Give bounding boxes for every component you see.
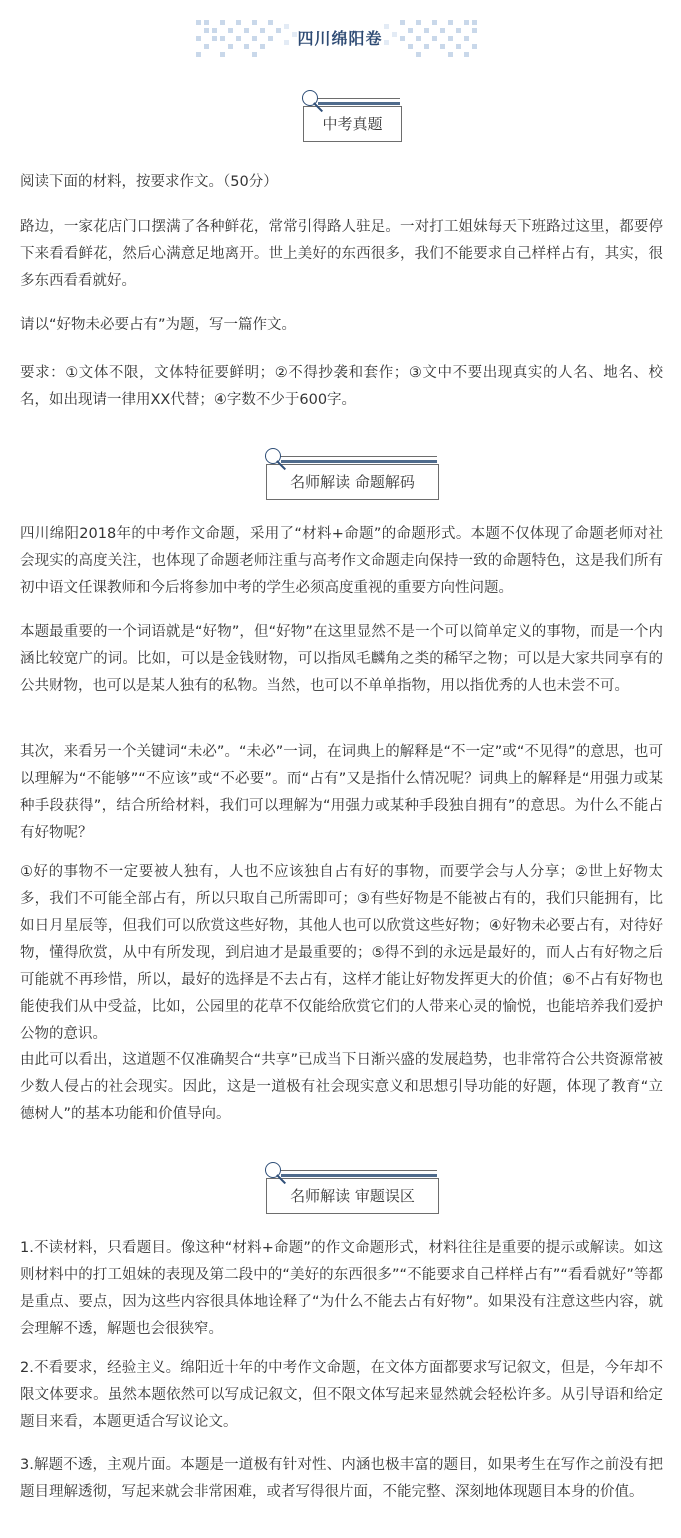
section-header-zhenti [0,90,681,150]
paragraph: 路边，一家花店门口摆满了各种鲜花，常常引得路人驻足。一对打工姐妹每天下班路过这里，都要停下来看看鲜花，然后心满意足地离开。世上美好的东西很多，我们不能要求自己样样占有，其实，很多东西看看就好。 [20,219,663,289]
paragraph: 本题最重要的一个词语就是“好物”，但“好物”在这里显然不是一个可以简单定义的事物，而是一个内涵比较宽广的词。比如，可以是金钱财物，可以指凤毛麟角之类的稀罕之物；可以是大家共同享有的公共财物，也可以是某人独有的私物。当然，也可以不单单指物，用以指优秀的人也未尝不可。 [20,624,663,694]
paragraph: 其次，来看另一个关键词“未必”。“未必”一词，在词典上的解释是“不一定”或“不见得”的意思，也可以理解为“不能够”“不应该”或“不必要”。而“占有”又是指什么情况呢？词典上的解释是“用强力或某种手段获得”，结合所给材料，我们可以理解为“用强力或某种手段独自拥有”的意思。为什么不能占有好物呢？ [20,744,663,841]
paragraph: 2.不看要求，经验主义。绵阳近十年的中考作文命题，在文体方面都要求写记叙文，但是，今年却不限文体要求。虽然本题依然可以写成记叙文，但不限文体写起来显然就会轻松许多。从引导语和给定题目来看，本题更适合写议论文。 [20,1360,663,1430]
paragraph: 请以“好物未必要占有”为题，写一篇作文。 [20,317,297,333]
header-accent-bar [318,102,400,105]
paragraph: 要求：①文体不限，文体特征要鲜明；②不得抄袭和套作；③文中不要出现真实的人名、地名、校名，如出现请一律用XX代替；④字数不少于600字。 [20,365,663,408]
paragraph: 1.不读材料，只看题目。像这种“材料+命题”的作文命题形式，材料往往是重要的提示或解读。如这则材料中的打工姐妹的表现及第二段中的“美好的东西很多”“不能要求自己样样占有”“看看就好”等都是重点、要点，因为这些内容很具体地诠释了“为什么不能去占有好物”。如果没有注意这些内容，就会理解不透，解题也会很狭窄。 [20,1240,663,1337]
paragraph: 3.解题不透，主观片面。本题是一道极有针对性、内涵也极丰富的题目，如果考生在写作之前没有把题目理解透彻，写起来就会非常困难，或者写得很片面，不能完整、深刻地体现题目本身的价值。 [20,1457,663,1500]
header-accent-bar [281,460,437,463]
paragraph: ①好的事物不一定要被人独有，人也不应该独自占有好的事物，而要学会与人分享；②世上好物太多，我们不可能全部占有，所以只取自己所需即可；③有些好物是不能被占有的，我们只能拥有，比如日月星辰等，但我们可以欣赏这些好物，其他人也可以欣赏这些好物；④好物未必要占有，对待好物，懂得欣赏，从中有所发现，到启迪才是最重要的；⑤得不到的永远是最好的，而人占有好物之后可能就不再珍惜，所以，最好的选择是不去占有，这样才能让好物发挥更大的价值；⑥不占有好物也能使我们从中受益，比如，公园里的花草不仅能给欣赏它们的人带来心灵的愉悦，也能培养我们爱护公物的意识。 [20,864,663,1042]
section-title: 中考真题 [303,106,402,142]
banner-header [190,16,490,60]
section-title: 名师解读 审题误区 [266,1178,439,1214]
paragraph: 四川绵阳2018年的中考作文命题，采用了“材料+命题”的命题形式。本题不仅体现了命题老师对社会现实的高度关注，也体现了命题老师注重与高考作文命题走向保持一致的命题特色，这是我们所有初中语文任课教师和今后将参加中考的学生必须高度重视的重要方向性问题。 [20,526,663,596]
header-top-line [265,456,437,457]
section-title: 名师解读 命题解码 [266,464,439,500]
header-accent-bar [281,1174,437,1177]
paragraph: 阅读下面的材料，按要求作文。（50分） [20,174,278,190]
paragraph: 由此可以看出，这道题不仅准确契合“共享”已成当下日渐兴盛的发展趋势，也非常符合公共资源常被少数人侵占的社会现实。因此，这是一道极有社会现实意义和思想引导功能的好题，体现了教育“立德树人”的基本功能和价值导向。 [20,1052,663,1122]
header-top-line [265,1170,437,1171]
section-header-wuqu [0,1162,681,1222]
page-title: 四川绵阳卷 [297,29,383,48]
section-header-mingti [0,448,681,508]
